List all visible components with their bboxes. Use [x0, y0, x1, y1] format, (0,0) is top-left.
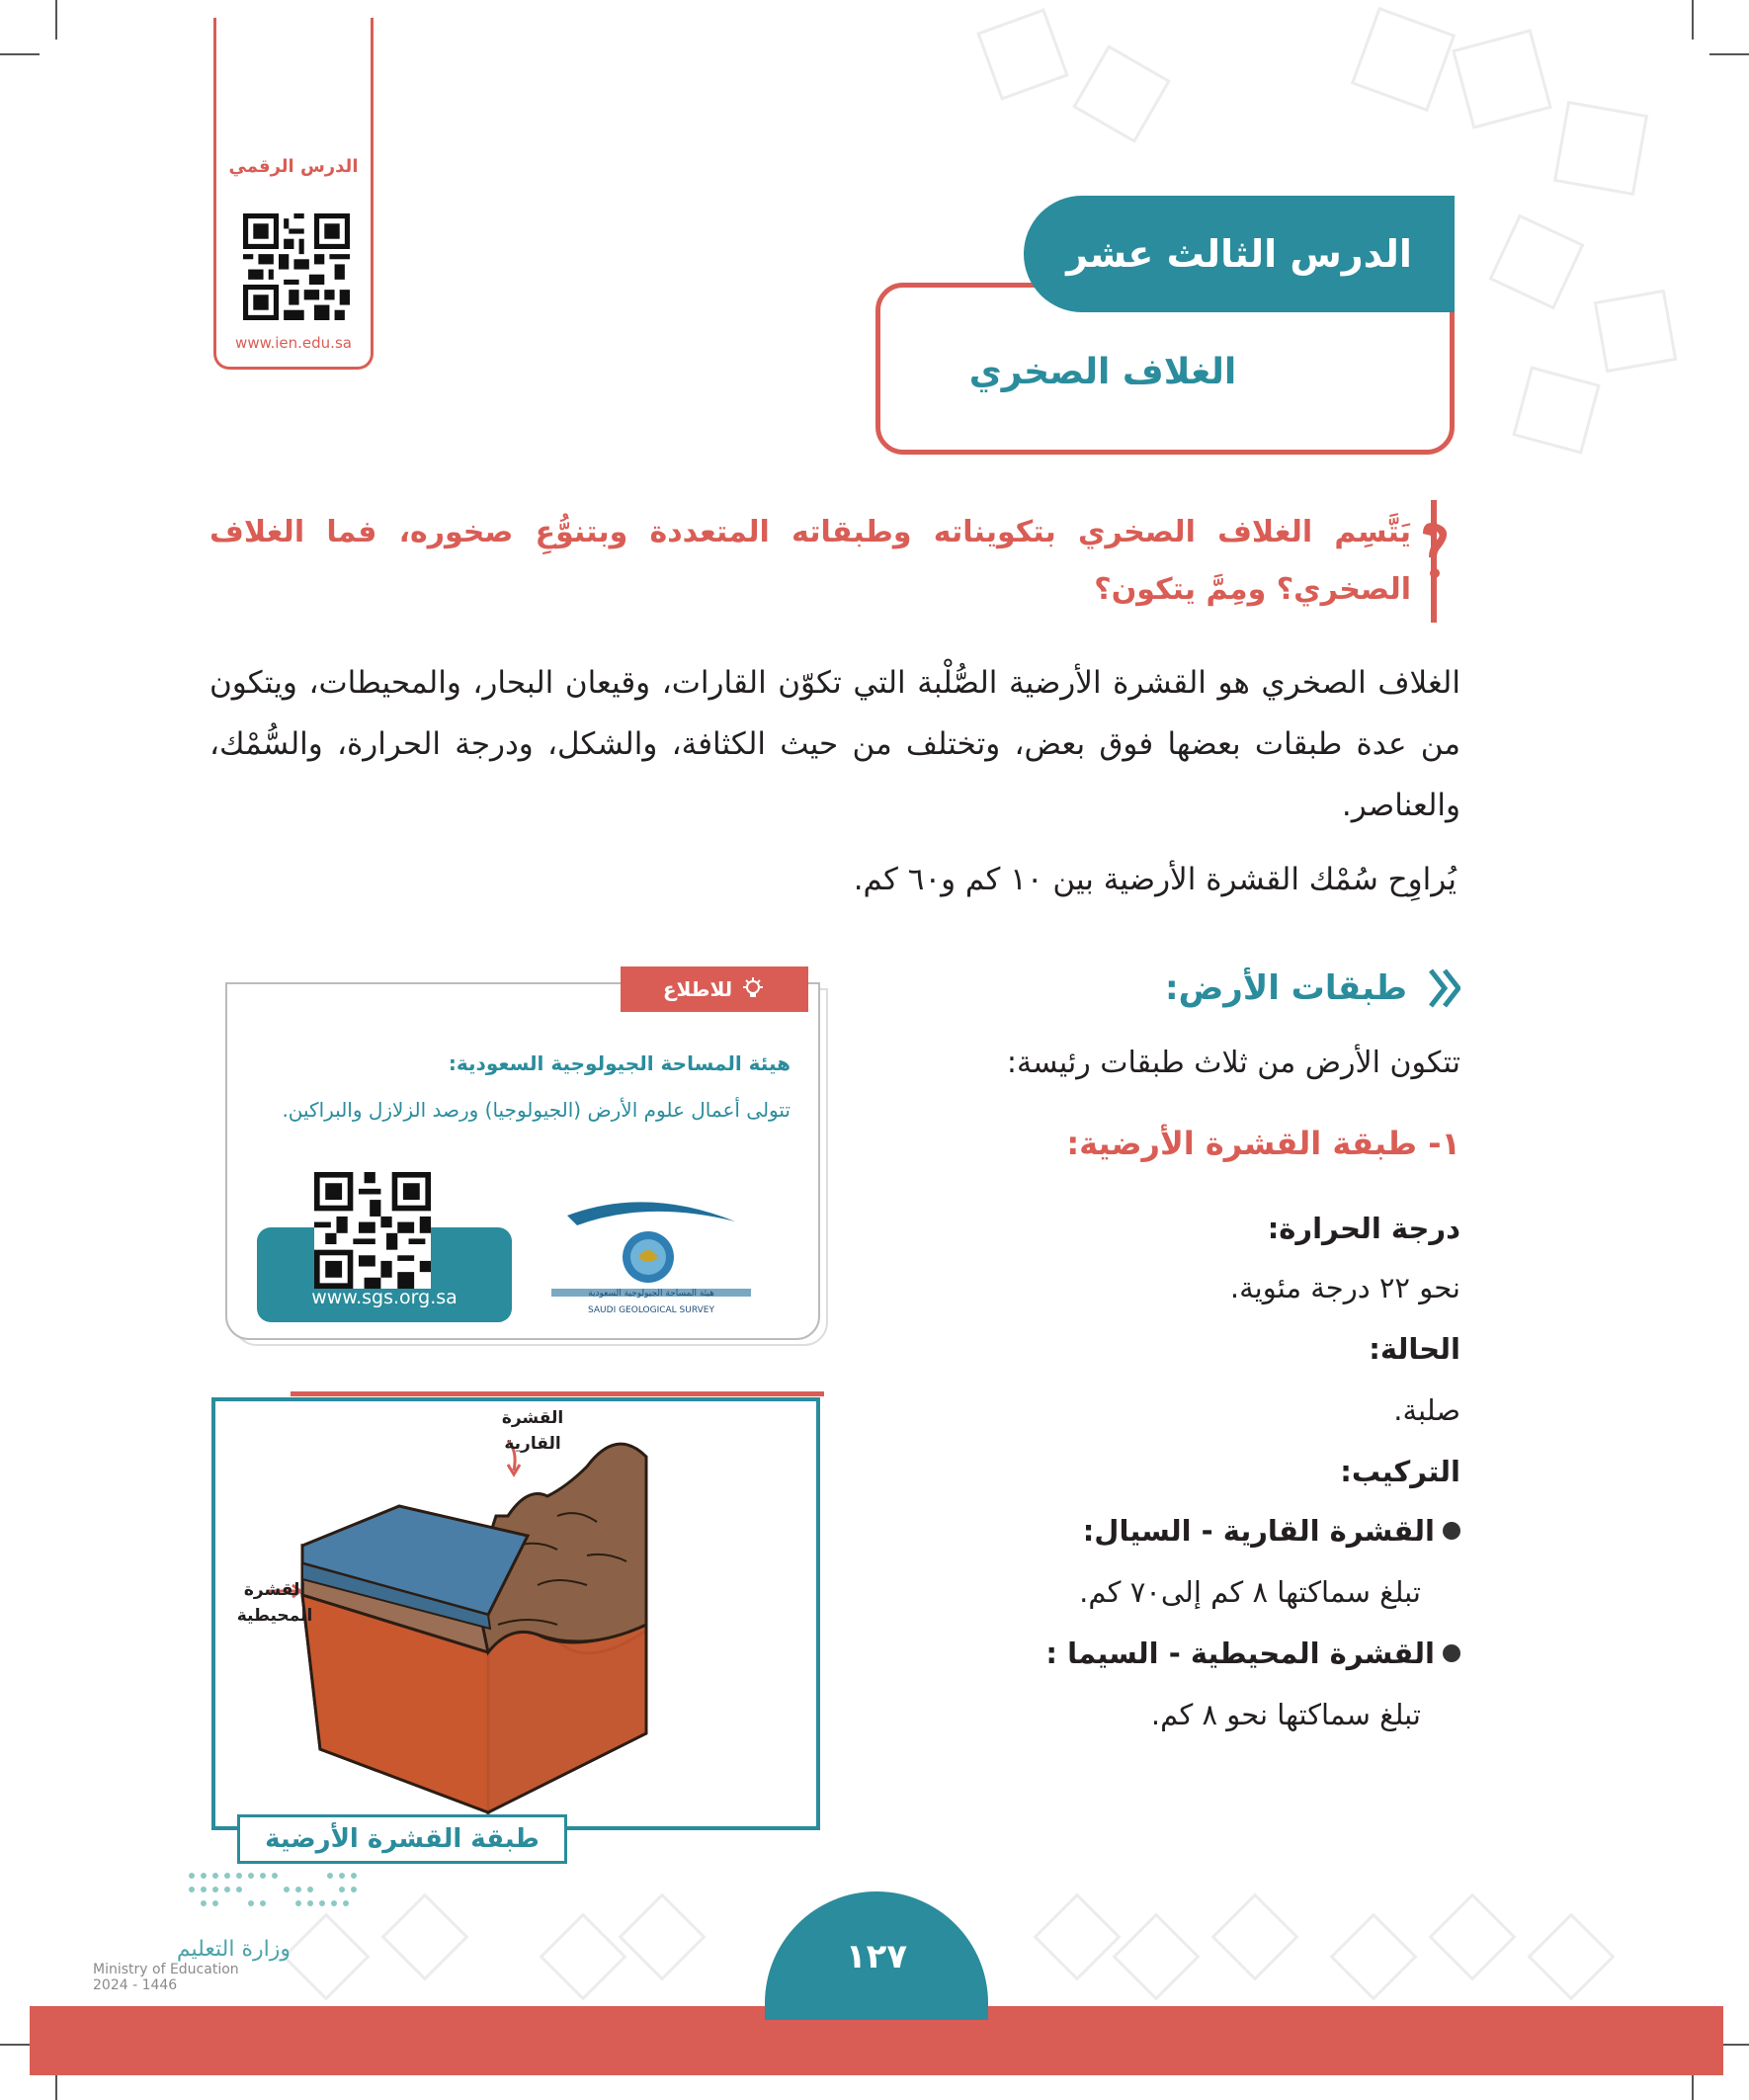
sgs-logo [545, 1194, 757, 1320]
lesson-number-banner: الدرس الثالث عشر [1024, 196, 1455, 312]
earth-layers-heading-text: طبقات الأرض: [1164, 968, 1407, 1008]
ministry-dots-icon [182, 1866, 439, 1925]
figure-continental-label: القشرة القارية [501, 1408, 564, 1454]
thickness-note: يُراوِح سُمْك القشرة الأرضية بين ١٠ كم و٦٠ كم. [853, 862, 1457, 897]
ministry-logo [93, 1937, 291, 1993]
info-text: تتولى أعمال علوم الأرض (الجيولوجيا) ورصد الزلازل والبراكين. [282, 1098, 791, 1122]
page-number: ١٢٧ [845, 1937, 908, 1976]
lesson-title: الغلاف الصخري [968, 352, 1237, 392]
info-tab-label: للاطلاع [662, 977, 733, 1001]
continental-crust-label: القشرة القارية - السيال: [1082, 1514, 1435, 1548]
intro-paragraph: الغلاف الصخري هو القشرة الأرضية الصُّلْبة التي تكوّن القارات، وقيعان البحار، والمحيطات، ويتكون من عدة طبقات بعضها فوق بعض، وتختلف من حيث الكثافة، والشكل، ودرجة الحرارة، والسُّمْك، والعناصر. [209, 665, 1460, 823]
ministry-name-ar: وزارة التعليم [176, 1937, 291, 1962]
sgs-url[interactable]: www.sgs.org.sa [311, 1287, 458, 1308]
info-tab [621, 966, 808, 1012]
state-value: صلبة. [1393, 1393, 1460, 1427]
figure-top-line [291, 1391, 824, 1396]
oceanic-crust-label: القشرة المحيطية - السيما : [1045, 1637, 1435, 1670]
lesson-question: يَتَّسِم الغلاف الصخري بتكويناته وطبقاته المتعددة وبتنوُّعِ صخوره، فما الغلاف الصخري؟ ومِمَّ يتكون؟ [209, 515, 1411, 607]
crop-mark [1709, 53, 1749, 55]
temperature-value: نحو ٢٢ درجة مئوية. [1229, 1271, 1460, 1304]
question-mark-icon [1417, 500, 1460, 623]
figure-oceanic-label: القشرة المحيطية [236, 1580, 313, 1626]
digital-lesson-url[interactable]: www.ien.edu.sa [235, 334, 352, 352]
bullet-icon [1443, 1522, 1460, 1540]
double-chevron-icon [1417, 968, 1460, 1008]
sgs-logo-ar: هيئة المساحة الجيولوجية السعودية [588, 1289, 714, 1299]
oceanic-crust-value: تبلغ سماكتها نحو ٨ كم. [1150, 1698, 1421, 1731]
qr-code-icon[interactable] [314, 1172, 431, 1289]
ministry-year: 2024 - 1446 [93, 1977, 178, 1993]
temperature-label: درجة الحرارة: [1267, 1212, 1460, 1245]
earth-layers-intro: تتكون الأرض من ثلاث طبقات رئيسة: [1006, 1046, 1460, 1080]
crust-heading: ١- طبقة القشرة الأرضية: [1066, 1125, 1460, 1162]
oceanic-crust-item [870, 1637, 1460, 1670]
bullet-icon [1443, 1644, 1460, 1662]
continental-crust-value: تبلغ سماكتها ٨ كم إلى٧٠ كم. [1079, 1575, 1421, 1609]
crop-mark [1692, 0, 1694, 40]
digital-lesson-label: الدرس الرقمي [228, 156, 359, 177]
sgs-logo-en: SAUDI GEOLOGICAL SURVEY [588, 1305, 714, 1315]
crop-mark [0, 53, 40, 55]
info-title: هيئة المساحة الجيولوجية السعودية: [448, 1051, 791, 1075]
digital-lesson-tag[interactable] [213, 18, 374, 370]
state-label: الحالة: [1369, 1332, 1460, 1366]
figure-caption: طبقة القشرة الأرضية [237, 1814, 567, 1864]
lightbulb-icon [740, 976, 766, 1002]
qr-code-icon[interactable] [243, 213, 350, 320]
ministry-name-en: Ministry of Education [93, 1962, 239, 1977]
earth-layers-heading [1087, 968, 1460, 1008]
continental-crust-item [870, 1514, 1460, 1548]
crop-mark [55, 0, 57, 40]
composition-label: التركيب: [1340, 1455, 1460, 1488]
